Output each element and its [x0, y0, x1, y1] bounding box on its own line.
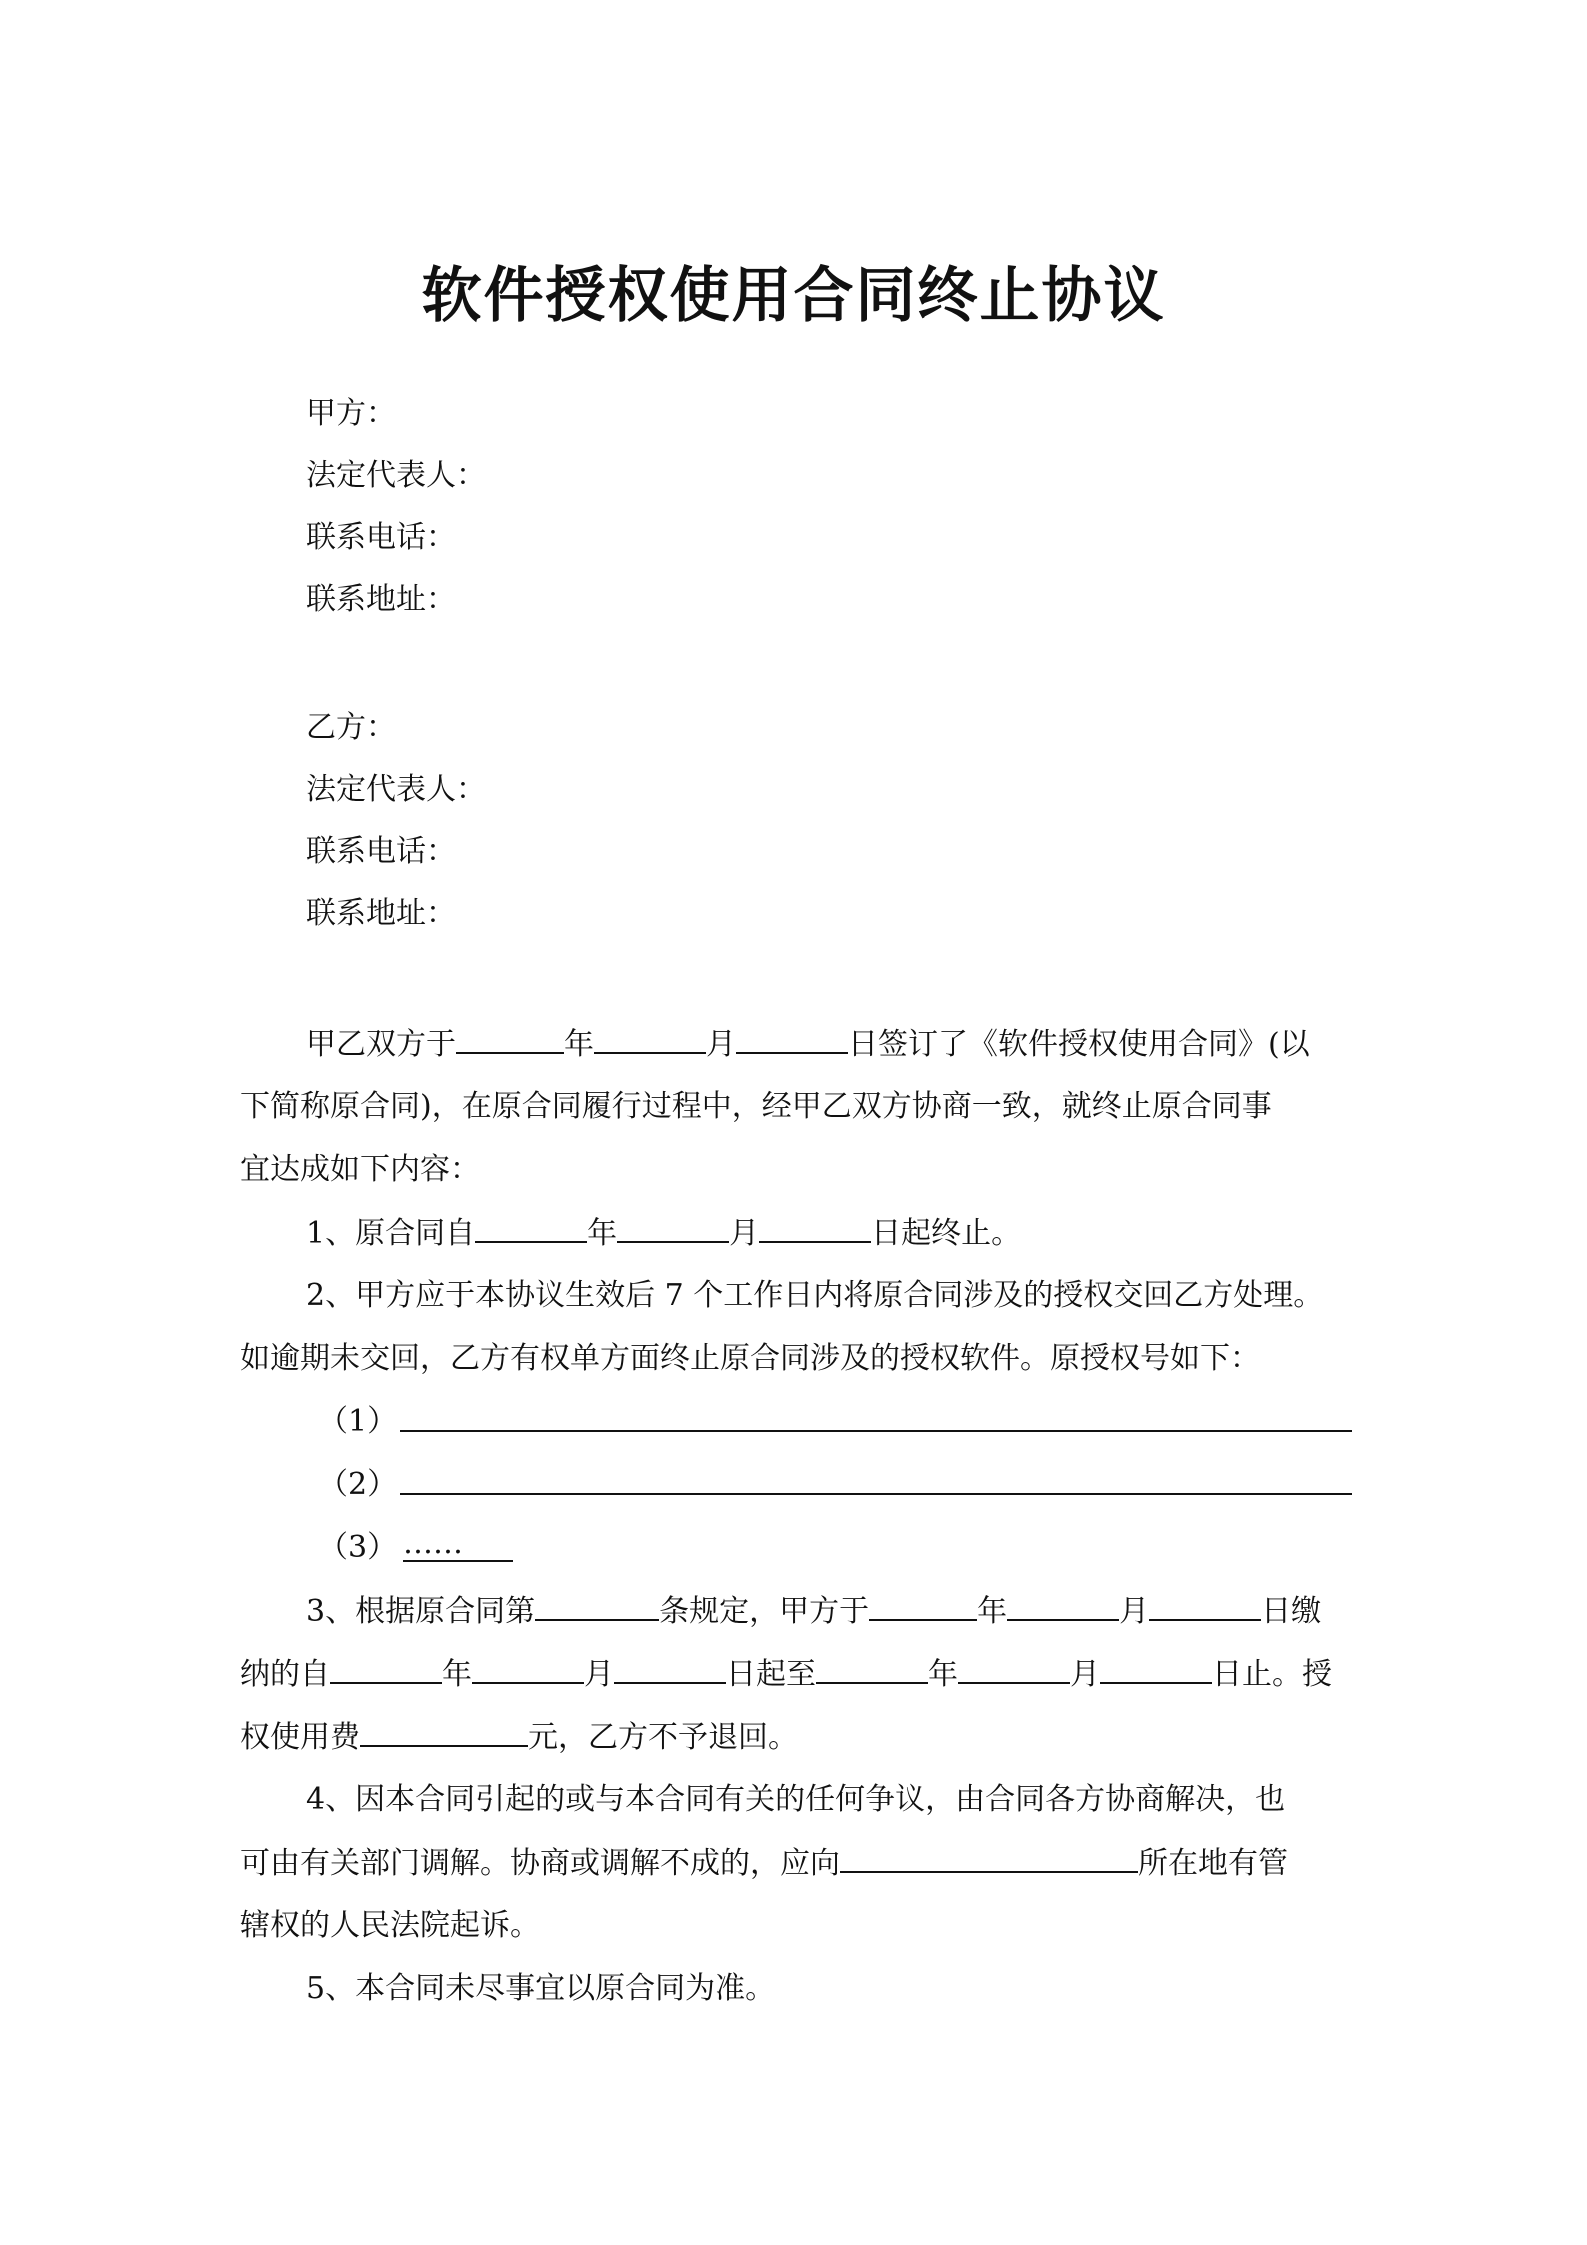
intro-line-1 — [306, 1024, 1310, 1065]
month-label: 月 — [1070, 1657, 1100, 1692]
to-day-blank[interactable] — [1100, 1654, 1212, 1684]
license-item-3-label: （3） — [318, 1530, 398, 1565]
clause-1-text: 1、原合同自 — [306, 1216, 476, 1251]
clause-3-text: 日起至 — [726, 1657, 816, 1692]
license-item-2-label: （2） — [318, 1467, 398, 1502]
license-item-2-blank[interactable] — [400, 1493, 1352, 1495]
party-a-rep-label: 法定代表人： — [306, 458, 486, 493]
to-year-blank[interactable] — [816, 1654, 928, 1684]
month-label: 月 — [584, 1657, 614, 1692]
party-b-phone-label: 联系电话： — [306, 834, 456, 869]
clause-3-text: 纳的自 — [240, 1657, 330, 1692]
clause-3-text: 元，乙方不予退回。 — [528, 1720, 798, 1755]
license-item-3-ellipsis[interactable]: …… — [403, 1528, 513, 1562]
sign-year-blank[interactable] — [456, 1024, 564, 1054]
license-item-1-blank[interactable] — [400, 1430, 1352, 1432]
party-a-name-label: 甲方： — [306, 396, 396, 431]
clause-3-text: 日止。授 — [1212, 1657, 1332, 1692]
intro-text: 日签订了《软件授权使用合同》(以 — [848, 1027, 1310, 1062]
sign-month-blank[interactable] — [594, 1024, 706, 1054]
month-label: 月 — [729, 1216, 760, 1251]
from-month-blank[interactable] — [472, 1654, 584, 1684]
clause-3-text: 3、根据原合同第 — [306, 1594, 536, 1629]
intro-text: 甲乙双方于 — [306, 1027, 456, 1062]
to-month-blank[interactable] — [958, 1654, 1070, 1684]
intro-line-2: 下简称原合同)，在原合同履行过程中，经甲乙双方协商一致，就终止原合同事 — [240, 1089, 1272, 1124]
clause-4-line-1: 4、因本合同引起的或与本合同有关的任何争议，由合同各方协商解决，也 — [306, 1782, 1286, 1817]
clause-4-line-2 — [240, 1843, 1288, 1884]
party-b-address-label: 联系地址： — [306, 896, 456, 931]
clause-4-text: 可由有关部门调解。协商或调解不成的，应向 — [240, 1846, 840, 1881]
clause-3-text: 日缴 — [1261, 1594, 1322, 1629]
clause-2-line-2: 如逾期未交回，乙方有权单方面终止原合同涉及的授权软件。原授权号如下： — [240, 1341, 1260, 1376]
year-label: 年 — [564, 1027, 594, 1062]
clause-4-line-3: 辖权的人民法院起诉。 — [240, 1908, 540, 1943]
year-label: 年 — [928, 1657, 958, 1692]
month-label: 月 — [1119, 1594, 1150, 1629]
year-label: 年 — [977, 1594, 1008, 1629]
month-label: 月 — [706, 1027, 736, 1062]
clause-3-line-2 — [240, 1654, 1332, 1695]
pay-day-blank[interactable] — [1149, 1591, 1261, 1621]
court-location-blank[interactable] — [840, 1843, 1138, 1873]
party-b-section — [306, 708, 486, 956]
party-b-name-label: 乙方： — [306, 710, 396, 745]
year-label: 年 — [442, 1657, 472, 1692]
clause-3-line-3 — [240, 1717, 798, 1758]
terminate-year-blank[interactable] — [475, 1213, 587, 1243]
clause-3-text: 权使用费 — [240, 1720, 360, 1755]
party-a-address-label: 联系地址： — [306, 582, 456, 617]
from-day-blank[interactable] — [614, 1654, 726, 1684]
terminate-month-blank[interactable] — [617, 1213, 729, 1243]
clause-3-text: 条规定，甲方于 — [659, 1594, 870, 1629]
license-item-1-label: （1） — [318, 1404, 398, 1439]
pay-month-blank[interactable] — [1007, 1591, 1119, 1621]
article-number-blank[interactable] — [535, 1591, 659, 1621]
party-b-rep-label: 法定代表人： — [306, 772, 486, 807]
from-year-blank[interactable] — [330, 1654, 442, 1684]
clause-1-text: 日起终止。 — [871, 1216, 1022, 1251]
sign-day-blank[interactable] — [736, 1024, 848, 1054]
clause-5: 5、本合同未尽事宜以原合同为准。 — [306, 1971, 776, 2006]
year-label: 年 — [587, 1216, 618, 1251]
intro-line-3: 宜达成如下内容： — [240, 1152, 480, 1187]
clause-2-line-1: 2、甲方应于本协议生效后 7 个工作日内将原合同涉及的授权交回乙方处理。 — [306, 1278, 1324, 1313]
license-fee-blank[interactable] — [360, 1717, 528, 1747]
document-title: 软件授权使用合同终止协议 — [421, 261, 1166, 331]
terminate-day-blank[interactable] — [759, 1213, 871, 1243]
party-a-section — [306, 394, 486, 642]
clause-1 — [306, 1213, 1021, 1254]
pay-year-blank[interactable] — [869, 1591, 977, 1621]
clause-3-line-1 — [306, 1591, 1321, 1632]
party-a-phone-label: 联系电话： — [306, 520, 456, 555]
clause-4-text: 所在地有管 — [1138, 1846, 1288, 1881]
